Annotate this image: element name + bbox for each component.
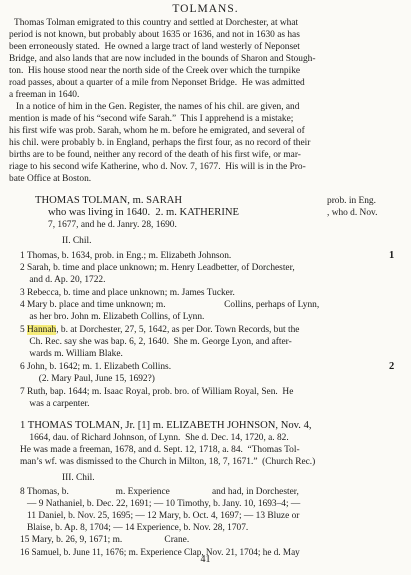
child-text: , b. at Dorchester, 27, 5, 1642, as per Dor. Town Records, but the [56,325,300,335]
section1-heading-line: who was living in 1640. 2. m. KATHERINE [48,207,239,218]
child-entry: Ch. Rec. say she was bap. 6, 2, 1640. She m. George Lyon, and after- [20,337,292,347]
intro-line: ton. His house stood near the north side of the Creek over which the turnpike [9,66,301,76]
intro-line: road passes, about a quarter of a mile from Neponset Bridge. He was admitted [9,78,305,88]
marginal-number: 1 [389,250,395,261]
section1-heading-right: prob. in Eng. [327,196,376,206]
intro-line: Bridge, and also lands that are now included in the bounds of Sharon and Stough- [9,54,316,64]
intro-line: his first wife was prob. Sarah, whom he m. before he emigrated, and several of [9,126,305,136]
section1-heading-line: THOMAS TOLMAN, m. SARAH [35,195,183,206]
child-entry: 3 Rebecca, b. time and place unknown; m. James Tucker. [20,288,235,298]
child-entry: and d. Ap. 20, 1722. [20,275,106,285]
section2-heading-line: man’s wf. was dismissed to the Church in Milton, 18, 7, 1671.” (Church Rec.) [20,457,316,467]
highlighted-name: Hannah [27,325,57,335]
child-entry: — 9 Nathaniel, b. Dec. 22, 1691; — 10 Timothy, b. Jany. 10, 1693–4; — [20,499,301,509]
intro-line: been erroneously stated. He owned a large tract of land westerly of Neponset [9,42,300,52]
child-entry: wards m. William Blake. [20,349,123,359]
marginal-number: 2 [389,361,395,372]
child-entry: 15 Mary, b. 26, 9, 1671; m. Crane. [20,535,190,545]
child-entry: (2. Mary Paul, June 15, 1692?) [20,374,155,384]
child-entry: 1 Thomas, b. 1634, prob. in Eng.; m. Elizabeth Johnson. [20,251,232,261]
intro-line: a freeman in 1640. [9,90,80,100]
child-entry: 8 Thomas, b. m. Experience and had, in Dorchester, [20,487,299,497]
child-entry: 7 Ruth, bap. 1644; m. Isaac Royal, prob. bro. of William Royal, Sen. He [20,387,294,397]
section2-heading-line: He was made a freeman, 1678, and d. Sept. 12, 1718, a. 84. “Thomas Tol- [20,445,300,455]
section1-heading-line: 7, 1677, and he d. Janry. 28, 1690. [48,220,177,230]
child-entry: as her bro. John m. Elizabeth Collins, of Lynn. [20,312,205,322]
intro-line: mention is made of his “second wife Sarah.” This I apprehend is a mistake; [9,114,294,124]
child-entry: was a carpenter. [20,399,90,409]
child-number: 5 [20,325,28,335]
intro-line: Thomas Tolman emigrated to this country and settled at Dorchester, at what [14,18,299,28]
child-entry: 2 Sarah, b. time and place unknown; m. Henry Leadbetter, of Dorchester, [20,263,295,273]
child-entry: Blaise, b. Ap. 8, 1704; — 14 Experience, b. Nov. 28, 1707. [20,523,249,533]
intro-line: births are to be found, neither any record of the death of his first wife, or mar- [9,150,301,160]
child-entry [20,324,299,336]
section1-heading-right: , who d. Nov. [327,208,378,218]
page-number: 41 [200,554,211,565]
child-entry: 4 Mary b. place and time unknown; m. Collins, perhaps of Lynn, [20,300,320,310]
child-entry: 11 Daniel, b. Nov. 25, 1695; — 12 Mary, b. Oct. 4, 1697; — 13 Bluze or [20,511,300,521]
intro-line: In a notice of him in the Gen. Register, the names of his chil. are given, and [9,102,300,112]
children-label: III. Chil. [62,473,95,483]
page-title: TOLMANS. [172,3,239,15]
child-entry: 16 Samuel, b. June 11, 1676; m. Experience Clap, Nov. 21, 1704; he d. May [20,547,300,557]
intro-line: bate Office at Boston. [9,174,92,184]
intro-line: period is not known, but probably about 1635 or 1636, and not in 1630 as has [9,30,300,40]
child-entry: 6 John, b. 1642; m. 1. Elizabeth Collins. [20,362,172,372]
children-label: II. Chil. [62,236,92,246]
section2-heading-line: 1 THOMAS TOLMAN, Jr. [1] m. ELIZABETH JOHNSON, Nov. 4, [20,420,312,431]
intro-line: his chil. were probably b. in England, perhaps the first four, as no record of their [9,138,311,148]
section2-heading-line: 1664, dau. of Richard Johnson, of Lynn. She d. Dec. 14, 1720, a. 82. [20,433,289,443]
intro-line: riage to his second wife Katherine, who d. Nov. 7, 1677. His will is in the Pro- [9,162,306,172]
